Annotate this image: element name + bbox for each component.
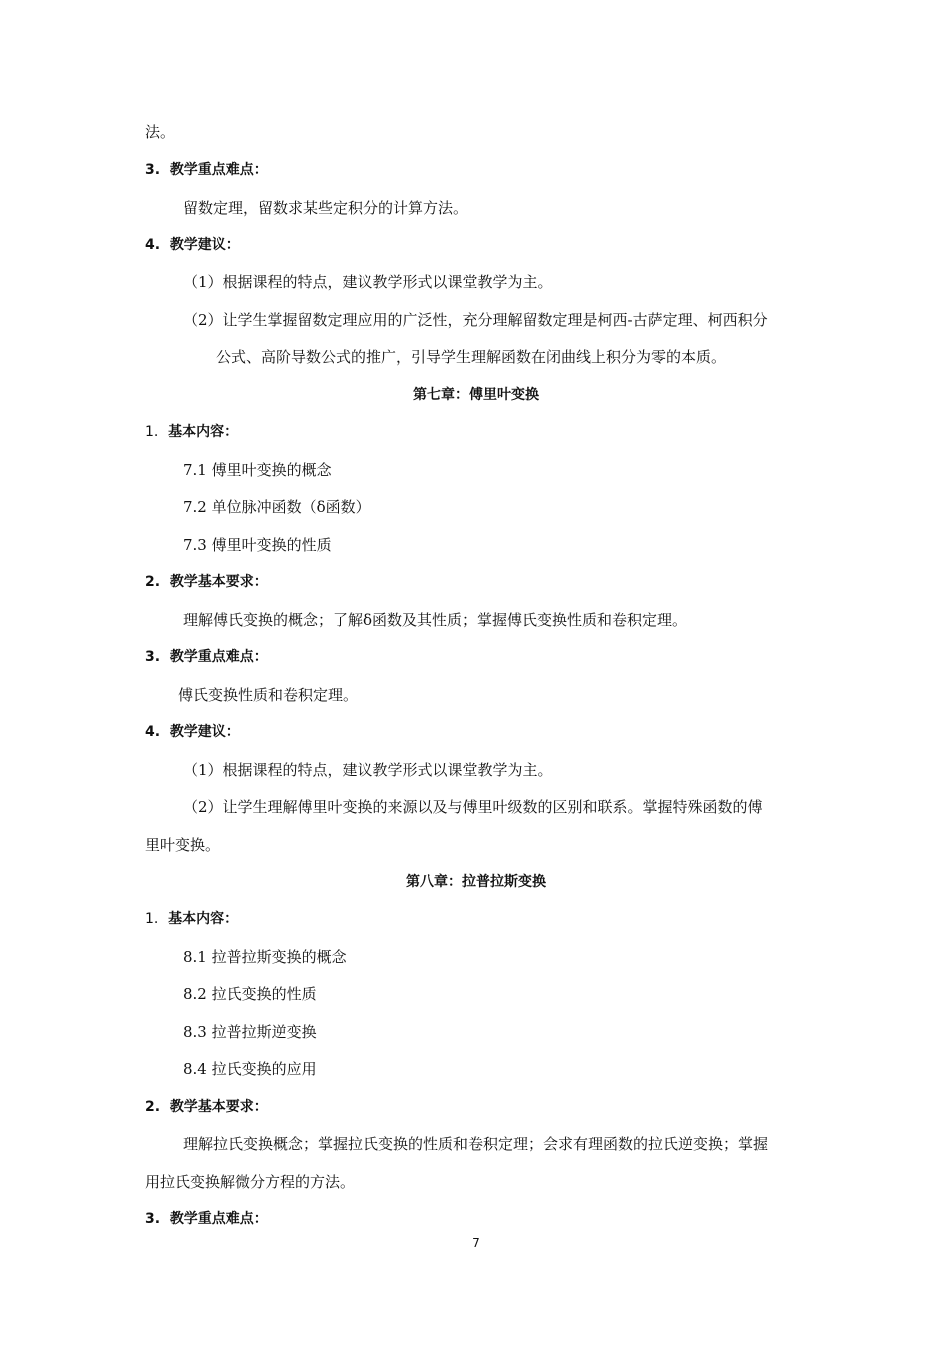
content-item: 7.1 傅里叶变换的概念 — [183, 461, 332, 479]
section-number: 3. — [145, 162, 161, 178]
chapter-title: 第七章：傅里叶变换 — [413, 387, 539, 403]
paragraph: 留数定理，留数求某些定积分的计算方法。 — [183, 199, 469, 217]
section-heading — [145, 1097, 268, 1117]
content-item: 8.3 拉普拉斯逆变换 — [183, 1023, 317, 1041]
section-number: 4. — [145, 724, 161, 740]
list-item-continuation: 里叶变换。 — [145, 836, 221, 854]
section-number: 2. — [145, 574, 161, 590]
list-item: （2）让学生掌握留数定理应用的广泛性，充分理解留数定理是柯西-古萨定理、柯西积分 — [183, 311, 768, 329]
chapter-title: 第八章：拉普拉斯变换 — [406, 874, 546, 890]
list-item-continuation: 公式、高阶导数公式的推广，引导学生理解函数在闭曲线上积分为零的本质。 — [216, 348, 727, 366]
content-item: 7.2 单位脉冲函数（δ函数） — [183, 498, 371, 516]
section-heading — [145, 647, 268, 667]
section-number: 4. — [145, 237, 161, 253]
page-number: 7 — [472, 1236, 480, 1250]
section-heading — [145, 1209, 268, 1229]
section-title: 教学重点难点： — [169, 649, 268, 665]
section-title: 教学重点难点： — [169, 1211, 268, 1227]
section-heading — [145, 422, 238, 442]
paragraph-continuation: 法。 — [145, 123, 176, 141]
paragraph: 傅氏变换性质和卷积定理。 — [178, 686, 359, 704]
section-heading — [145, 235, 240, 255]
section-heading — [145, 160, 268, 180]
content-item: 8.4 拉氏变换的应用 — [183, 1060, 317, 1078]
section-title: 基本内容： — [168, 911, 239, 927]
section-number: 2. — [145, 1099, 161, 1115]
section-title: 教学基本要求： — [169, 1099, 268, 1115]
section-number: 1. — [145, 911, 159, 927]
list-item: （2）让学生理解傅里叶变换的来源以及与傅里叶级数的区别和联系。掌握特殊函数的傅 — [183, 798, 763, 816]
section-heading — [145, 572, 268, 592]
list-item: （1）根据课程的特点，建议教学形式以课堂教学为主。 — [183, 273, 553, 291]
paragraph-continuation: 用拉氏变换解微分方程的方法。 — [145, 1173, 356, 1191]
section-heading — [145, 722, 240, 742]
section-number: 3. — [145, 649, 161, 665]
content-item: 8.2 拉氏变换的性质 — [183, 985, 317, 1003]
section-title: 教学建议： — [169, 237, 240, 253]
content-item: 7.3 傅里叶变换的性质 — [183, 536, 332, 554]
section-number: 1. — [145, 424, 159, 440]
section-heading — [145, 909, 238, 929]
section-title: 教学建议： — [169, 724, 240, 740]
list-item: （1）根据课程的特点，建议教学形式以课堂教学为主。 — [183, 761, 553, 779]
section-number: 3. — [145, 1211, 161, 1227]
paragraph: 理解傅氏变换的概念；了解δ函数及其性质；掌握傅氏变换性质和卷积定理。 — [183, 611, 688, 629]
paragraph: 理解拉氏变换概念；掌握拉氏变换的性质和卷积定理；会求有理函数的拉氏逆变换；掌握 — [183, 1135, 769, 1153]
section-title: 基本内容： — [168, 424, 239, 440]
content-item: 8.1 拉普拉斯变换的概念 — [183, 948, 347, 966]
section-title: 教学基本要求： — [169, 574, 268, 590]
section-title: 教学重点难点： — [169, 162, 268, 178]
